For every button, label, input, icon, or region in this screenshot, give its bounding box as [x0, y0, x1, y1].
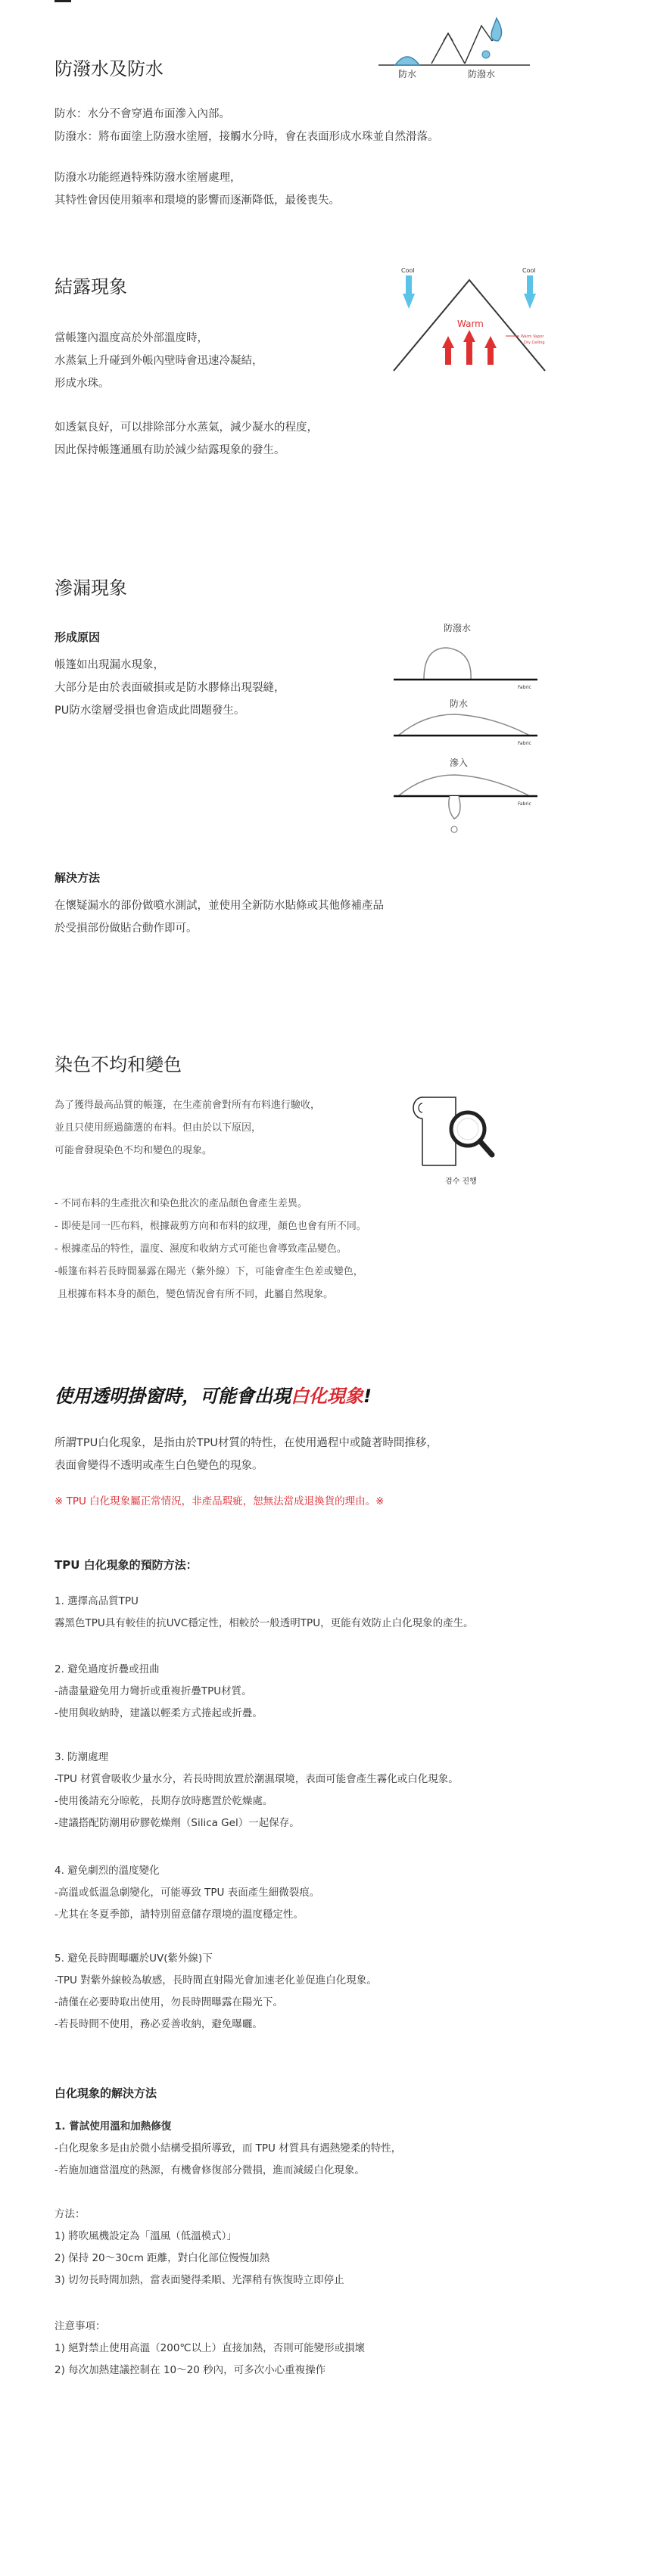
- prevent-item-1: [55, 1591, 474, 1635]
- caution-block: [55, 2316, 365, 2382]
- text-line: 形成水珠。: [55, 378, 110, 390]
- dye-bullets: [55, 1193, 366, 1306]
- prevent-item-head: 3. 防潮處理: [55, 1751, 109, 1763]
- prevent-item-head: 4. 避免劇烈的溫度變化: [55, 1865, 160, 1877]
- method-title: 方法：: [55, 2208, 86, 2220]
- prevent-item-line: -請盡量避免用力彎折或重複折疊TPU材質。: [55, 1685, 252, 1697]
- prevent-item-line: -尤其在冬夏季節，請特別留意儲存環境的溫度穩定性。: [55, 1909, 304, 1921]
- section-title-condensation: 結露現象: [55, 276, 127, 297]
- waterproof-text: [55, 103, 439, 148]
- cause-text: [55, 654, 285, 722]
- bullet-item: 且根據布料本身的顏色，變色情況會有所不同，此屬自然現象。: [55, 1289, 334, 1300]
- prevent-item-3: [55, 1747, 459, 1834]
- fabric-label: Fabric: [518, 801, 531, 807]
- fabric-label: Fabric: [518, 741, 531, 746]
- bullet-item: -帳篷布料若長時間暴露在陽光（紫外線）下，可能會產生色差或變色，: [55, 1266, 363, 1277]
- fig-caption-inspection: 검수 진행: [445, 1178, 477, 1186]
- solve-line: -白化現象多是由於微小結構受損所導致，而 TPU 材質具有遇熱變柔的特性，: [55, 2142, 402, 2154]
- text-line: 為了獲得最高品質的帳篷，在生產前會對所有布料進行驗收，: [55, 1100, 321, 1111]
- caution-line: 1) 絕對禁止使用高溫（200℃以上）直接加熱，否則可能變形或損壞: [55, 2342, 366, 2354]
- prevent-item-4: [55, 1860, 319, 1926]
- leakage-illustration: [394, 621, 545, 840]
- text-line: 其特性會因使用頻率和環境的影響而逐漸降低，最後喪失。: [55, 194, 340, 207]
- prevent-item-line: -高溫或低溫急劇變化，可能導致 TPU 表面產生細微裂痕。: [55, 1887, 320, 1899]
- condensation-text-2: [55, 416, 318, 462]
- text-line: 所謂TPU白化現象，是指由於TPU材質的特性，在使用過程中或隨著時間推移，: [55, 1437, 438, 1449]
- text-line: 帳篷如出現漏水現象，: [55, 659, 164, 671]
- prevent-item-line: -使用後請充分晾乾，長期存放時應置於乾燥處。: [55, 1795, 273, 1807]
- prevent-item-2: [55, 1659, 263, 1725]
- bullet-item: - 不同布料的生產批次和染色批次的產品顏色會產生差異。: [55, 1198, 307, 1209]
- prevent-item-line: -若長時間不使用，務必妥善收納，避免曝曬。: [55, 2018, 263, 2030]
- prevent-item-line: 霧黑色TPU具有較佳的抗UVC穩定性，相較於一般透明TPU，更能有效防止白化現象的產生。: [55, 1617, 474, 1629]
- fig-label-waterproof: 防水: [450, 698, 469, 709]
- tpu-heading-prefix: 使用透明掛窗時，可能會出現: [55, 1386, 291, 1407]
- fabric-inspection-illustration: [409, 1093, 515, 1191]
- condensation-text: [55, 327, 263, 395]
- caution-line: 2) 每次加熱建議控制在 10～20 秒內，可多次小心重複操作: [55, 2364, 326, 2376]
- fig-label-cool-right: Cool: [522, 267, 536, 274]
- solve-title: 白化現象的解決方法: [55, 2086, 157, 2100]
- condensation-illustration: [378, 265, 560, 378]
- caution-title: 注意事項：: [55, 2320, 106, 2332]
- section-title-waterproof: 防潑水及防水: [55, 58, 164, 79]
- waterproof-illustration: [378, 11, 530, 86]
- method-line: 3) 切勿長時間加熱，當表面變得柔順、光澤稍有恢復時立即停止: [55, 2274, 344, 2286]
- prevent-item-line: -TPU 材質會吸收少量水分，若長時間放置於潮濕環境，表面可能會產生霧化或白化現象。: [55, 1773, 459, 1785]
- bullet-item: - 根據產品的特性，溫度、濕度和收納方式可能也會導致產品變色。: [55, 1243, 347, 1255]
- text-line: 防水：水分不會穿過布面滲入內部。: [55, 108, 230, 120]
- text-line: 在懷疑漏水的部份做噴水測試，並使用全新防水貼條或其他修補產品: [55, 900, 384, 912]
- tpu-heading-suffix: !: [363, 1386, 372, 1407]
- cause-title: 形成原因: [55, 630, 101, 644]
- solution-text: [55, 894, 384, 940]
- text-line: 當帳篷內溫度高於外部溫度時，: [55, 332, 208, 344]
- method-line: 1) 將吹風機設定為「溫風（低溫模式）」: [55, 2230, 237, 2242]
- fig-label-side-1: Warm Vapor: [521, 334, 544, 339]
- prevent-item-line: -TPU 對紫外線較為敏感，長時間直射陽光會加速老化並促進白化現象。: [55, 1974, 377, 1986]
- method-line: 2) 保持 20～30cm 距離，對白化部位慢慢加熱: [55, 2252, 270, 2264]
- fig-label-cool-left: Cool: [401, 267, 415, 274]
- tpu-notice: ※ TPU 白化現象屬正常情況，非產品瑕疵，恕無法當成退換貨的理由。※: [55, 1495, 385, 1507]
- text-line: 如透氣良好，可以排除部分水蒸氣，減少凝水的程度，: [55, 422, 318, 434]
- bullet-item: - 即使是同一匹布料，根據裁剪方向和布料的紋理，顏色也會有所不同。: [55, 1221, 366, 1232]
- dye-text: [55, 1094, 320, 1162]
- text-line: 於受損部份做貼合動作即可。: [55, 922, 198, 935]
- prevent-item-line: -請僅在必要時取出使用，勿長時間曝露在陽光下。: [55, 1996, 283, 2008]
- method-block: [55, 2204, 344, 2291]
- solve-line: -若施加適當溫度的熱源，有機會修復部分微損，進而減緩白化現象。: [55, 2164, 365, 2176]
- fig-label-warm: Warm: [457, 319, 484, 329]
- prevent-item-5: [55, 1948, 377, 2036]
- waterproof-text-2: [55, 166, 340, 212]
- prevent-item-head: 1. 選擇高品質TPU: [55, 1595, 139, 1607]
- prevent-item-line: -使用與收納時，建議以輕柔方式捲起或折疊。: [55, 1707, 263, 1719]
- text-line: 可能會發現染色不均和變色的現象。: [55, 1145, 213, 1156]
- tpu-intro: [55, 1432, 438, 1477]
- text-line: 防潑水：將布面塗上防潑水塗層，接觸水分時，會在表面形成水珠並自然滑落。: [55, 131, 439, 143]
- fabric-label: Fabric: [518, 685, 531, 690]
- fig-label-seep: 滲入: [450, 758, 469, 768]
- solution-title: 解決方法: [55, 871, 101, 885]
- section-title-leakage: 滲漏現象: [55, 577, 127, 599]
- text-line: PU防水塗層受損也會造成此問題發生。: [55, 705, 245, 717]
- fig-label-side-2: Dry Ceiling: [524, 341, 545, 345]
- solve-block: [55, 2116, 401, 2182]
- text-line: 大部分是由於表面破損或是防水膠條出現裂縫，: [55, 682, 285, 694]
- prevent-item-head: 5. 避免長時間曝曬於UV(紫外線)下: [55, 1952, 213, 1965]
- solve-subtitle: 1. 嘗試使用溫和加熱修復: [55, 2120, 172, 2133]
- section-title-dye: 染色不均和變色: [55, 1054, 182, 1075]
- prevent-item-line: -建議搭配防潮用矽膠乾燥劑（Silica Gel）一起保存。: [55, 1817, 300, 1829]
- fig-label-waterproof: 防水: [398, 69, 417, 79]
- fig-label-water-repellent: 防潑水: [468, 69, 496, 79]
- text-line: 並且只使用經過篩選的布料。但由於以下原因，: [55, 1122, 262, 1134]
- text-line: 因此保持帳篷通風有助於減少結露現象的發生。: [55, 444, 285, 456]
- text-line: 防潑水功能經過特殊防潑水塗層處理，: [55, 172, 241, 184]
- prevent-title: TPU 白化現象的預防方法：: [55, 1558, 198, 1572]
- tpu-heading: [55, 1382, 372, 1411]
- text-line: 水蒸氣上升碰到外帳內壁時會迅速冷凝結，: [55, 355, 263, 367]
- top-rule: [55, 0, 71, 2]
- tpu-heading-highlight: 白化現象: [291, 1386, 363, 1407]
- fig-label-water-repellent: 防潑水: [444, 623, 472, 633]
- prevent-item-head: 2. 避免過度折疊或扭曲: [55, 1663, 160, 1675]
- text-line: 表面會變得不透明或產生白色變色的現象。: [55, 1460, 263, 1472]
